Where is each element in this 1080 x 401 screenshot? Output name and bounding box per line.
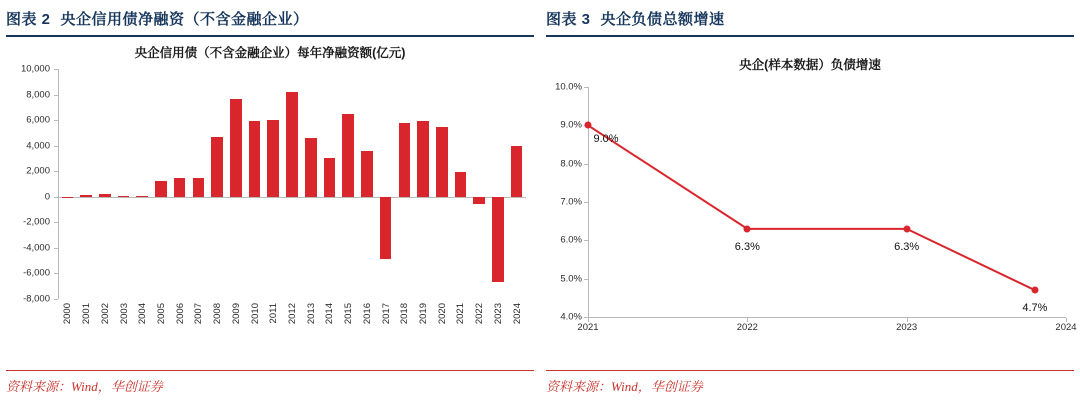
panel-2-header-rule: [6, 35, 534, 37]
line-chart-plot: [555, 81, 1077, 333]
bar: [62, 197, 74, 198]
bar-y-tick-label: -2,000: [23, 216, 50, 228]
bar-x-tick-label: 2009: [230, 303, 242, 325]
panel-2-title: 央企信用债净融资（不含金融企业）: [60, 11, 309, 28]
bar: [305, 138, 317, 197]
line-data-label: 6.3%: [894, 240, 920, 253]
bar-y-tick-label: 8,000: [26, 89, 50, 101]
bar-x-tick-label: 2023: [492, 303, 504, 325]
bar: [380, 197, 392, 260]
bar: [399, 123, 411, 196]
bar-chart-plot: [20, 63, 526, 325]
line-data-point: [1031, 287, 1038, 294]
line-chart-title: 央企(样本数据）负债增速: [739, 58, 881, 72]
bar-x-tick-label: 2007: [193, 303, 205, 325]
line-x-tick-mark: [907, 318, 908, 322]
bar: [492, 197, 504, 283]
bar: [342, 114, 354, 197]
line-x-tick-label: 2022: [736, 322, 758, 333]
panel-3-title: 央企负债总额增速: [600, 11, 725, 28]
panel-2-header: [0, 0, 540, 35]
bar-y-axis: [58, 69, 59, 299]
bar: [99, 194, 111, 196]
bar: [361, 151, 373, 197]
bar-x-tick-label: 2021: [455, 303, 467, 325]
bar: [267, 120, 279, 197]
line-y-tick-label: 4.0%: [560, 311, 582, 323]
bar-x-tick-label: 2003: [118, 303, 130, 325]
bar-x-tick-label: 2015: [343, 303, 355, 325]
bar-x-tick-label: 2017: [380, 303, 392, 325]
bar: [436, 127, 448, 197]
line-chart: [540, 55, 1080, 355]
line-x-tick-label: 2024: [1055, 322, 1077, 333]
line-data-point: [744, 225, 751, 232]
bar: [230, 99, 242, 197]
bar-y-tick-label: 4,000: [26, 140, 50, 152]
bar-y-tick-label: -4,000: [23, 242, 50, 254]
line-x-tick-mark: [747, 318, 748, 322]
bar-x-tick-label: 2022: [474, 303, 486, 325]
line-series-path: [588, 87, 1066, 317]
bar: [455, 172, 467, 197]
bar-x-tick-label: 2000: [62, 303, 74, 325]
bar: [286, 92, 298, 197]
line-data-label: 9.0%: [593, 133, 619, 146]
bar-y-tick-label: 2,000: [26, 165, 50, 177]
panel-3-header-rule: [546, 35, 1074, 37]
line-x-tick-mark: [588, 318, 589, 322]
bar: [136, 196, 148, 197]
line-x-tick-mark: [1066, 318, 1067, 322]
bar-y-tick-label: -8,000: [23, 293, 50, 305]
bar: [249, 121, 261, 197]
bar-chart-title: 央企信用债（不含金融企业）每年净融资额(亿元): [134, 46, 406, 60]
bar: [193, 178, 205, 197]
bar-x-tick-label: 2010: [249, 303, 261, 325]
bar: [324, 158, 336, 196]
line-y-tick-label: 5.0%: [560, 273, 582, 285]
bar: [417, 121, 429, 197]
line-y-tick-label: 6.0%: [560, 234, 582, 246]
bar-x-tick-label: 2005: [155, 303, 167, 325]
bar-x-tick-label: 2014: [324, 303, 336, 325]
bar-y-tick-mark: [54, 299, 58, 300]
panel-3-source: 资料来源：Wind，华创证券: [546, 379, 703, 394]
bar-x-tick-label: 2024: [511, 303, 523, 325]
bar: [155, 181, 167, 196]
bar-x-tick-label: 2011: [268, 303, 280, 324]
line-y-tick-label: 8.0%: [560, 158, 582, 170]
bar: [511, 146, 523, 196]
bar: [118, 196, 130, 197]
bar-y-tick-label: -6,000: [23, 267, 50, 279]
line-data-label: 6.3%: [734, 240, 760, 253]
bar-x-tick-label: 2019: [418, 303, 430, 325]
bar-x-tick-label: 2004: [137, 303, 149, 325]
bar-y-tick-label: 6,000: [26, 114, 50, 126]
bar: [174, 178, 186, 197]
line-y-tick-label: 9.0%: [560, 119, 582, 131]
line-y-tick-label: 10.0%: [555, 81, 582, 93]
line-data-point: [903, 225, 910, 232]
bar-x-tick-label: 2008: [212, 303, 224, 325]
line-data-label: 4.7%: [1022, 302, 1048, 315]
line-x-axis: [588, 317, 1066, 318]
panel-2-source: 资料来源：Wind，华创证券: [6, 379, 163, 394]
line-x-tick-label: 2021: [577, 322, 599, 333]
bar-x-tick-label: 2006: [174, 303, 186, 325]
bar: [473, 197, 485, 205]
bar-x-tick-label: 2001: [81, 303, 93, 325]
figure-panel-3: [540, 0, 1080, 401]
panel-3-header: [540, 0, 1080, 35]
bar-x-tick-label: 2018: [399, 303, 411, 325]
bar-x-tick-label: 2020: [436, 303, 448, 325]
line-data-point: [585, 122, 592, 129]
bar: [80, 195, 92, 197]
line-y-tick-label: 7.0%: [560, 196, 582, 208]
line-x-tick-label: 2023: [896, 322, 918, 333]
panel-3-label: 图表 3: [546, 11, 591, 28]
panel-2-label: 图表 2: [6, 11, 51, 28]
bar-x-tick-label: 2016: [361, 303, 373, 325]
bar: [211, 137, 223, 197]
bar-y-tick-label: 0: [44, 191, 50, 203]
bar-x-tick-label: 2012: [287, 303, 298, 325]
bar-chart: [0, 43, 540, 343]
bar-x-tick-label: 2002: [99, 303, 111, 325]
bar-x-tick-label: 2013: [305, 303, 317, 325]
bar-y-tick-label: 10,000: [20, 63, 50, 75]
